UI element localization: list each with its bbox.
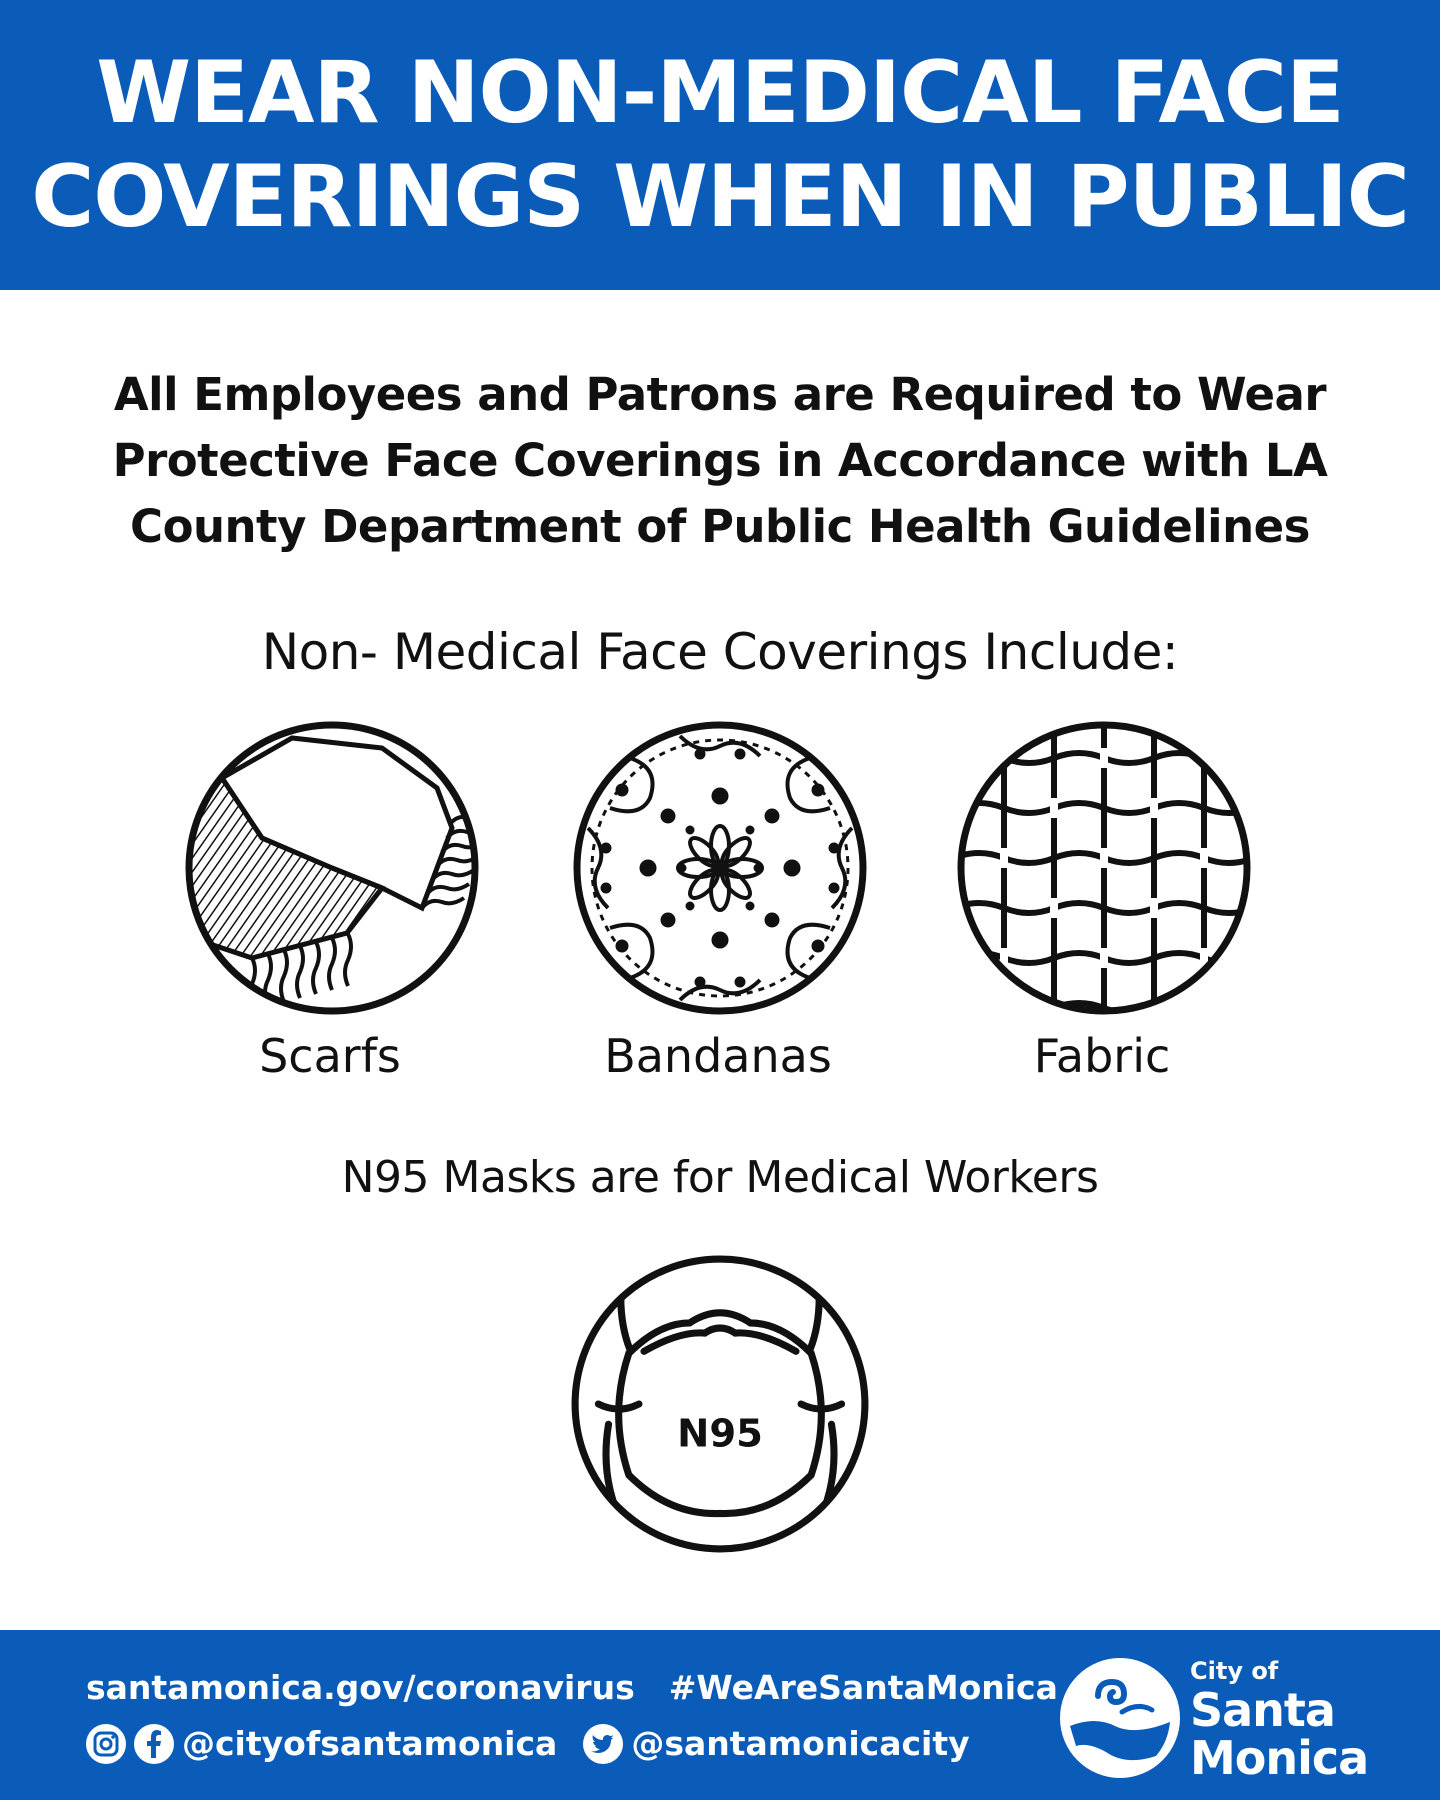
n95-heading: N95 Masks are for Medical Workers xyxy=(341,1152,1099,1203)
footer-banner xyxy=(0,1630,1440,1800)
logo-santa: Santa xyxy=(1190,1683,1335,1737)
requirement-line-3: County Department of Public Health Guidelines xyxy=(130,500,1310,553)
fabric-label: Fabric xyxy=(1033,1029,1171,1083)
santa-monica-logo-text xyxy=(1190,1656,1369,1785)
logo-monica: Monica xyxy=(1190,1731,1369,1785)
instagram-facebook-handle[interactable]: @cityofsantamonica xyxy=(182,1724,558,1763)
logo-city-of: City of xyxy=(1190,1657,1279,1685)
bandanas-label: Bandanas xyxy=(604,1029,832,1083)
instagram-icon[interactable] xyxy=(86,1724,126,1764)
scarf-icon xyxy=(182,718,482,1018)
requirement-notice xyxy=(0,362,1440,560)
requirement-line-2: Protective Face Coverings in Accordance with LA xyxy=(112,434,1328,487)
header-title-line-1: WEAR NON-MEDICAL FACE xyxy=(96,43,1344,143)
header-banner xyxy=(0,0,1440,290)
santa-monica-logo-icon xyxy=(1058,1656,1182,1780)
scarfs-label: Scarfs xyxy=(259,1029,401,1083)
bandana-icon xyxy=(570,718,870,1018)
hashtag-text: #WeAreSantaMonica xyxy=(668,1668,1058,1707)
fabric-icon xyxy=(954,718,1254,1018)
santa-monica-logo xyxy=(1058,1656,1378,1786)
twitter-icon[interactable] xyxy=(583,1724,623,1764)
facebook-icon[interactable] xyxy=(134,1724,174,1764)
n95-mask-icon xyxy=(568,1252,872,1556)
requirement-line-1: All Employees and Patrons are Required to Wear xyxy=(113,368,1327,421)
footer-row-1 xyxy=(86,1666,1058,1710)
website-link[interactable]: santamonica.gov/coronavirus xyxy=(86,1668,635,1707)
footer-row-2 xyxy=(86,1722,970,1766)
n95-mask-text: N95 xyxy=(677,1411,763,1457)
includes-heading: Non- Medical Face Coverings Include: xyxy=(261,623,1179,681)
header-title-line-2: COVERINGS WHEN IN PUBLIC xyxy=(31,147,1409,247)
twitter-handle[interactable]: @santamonicacity xyxy=(631,1724,970,1763)
